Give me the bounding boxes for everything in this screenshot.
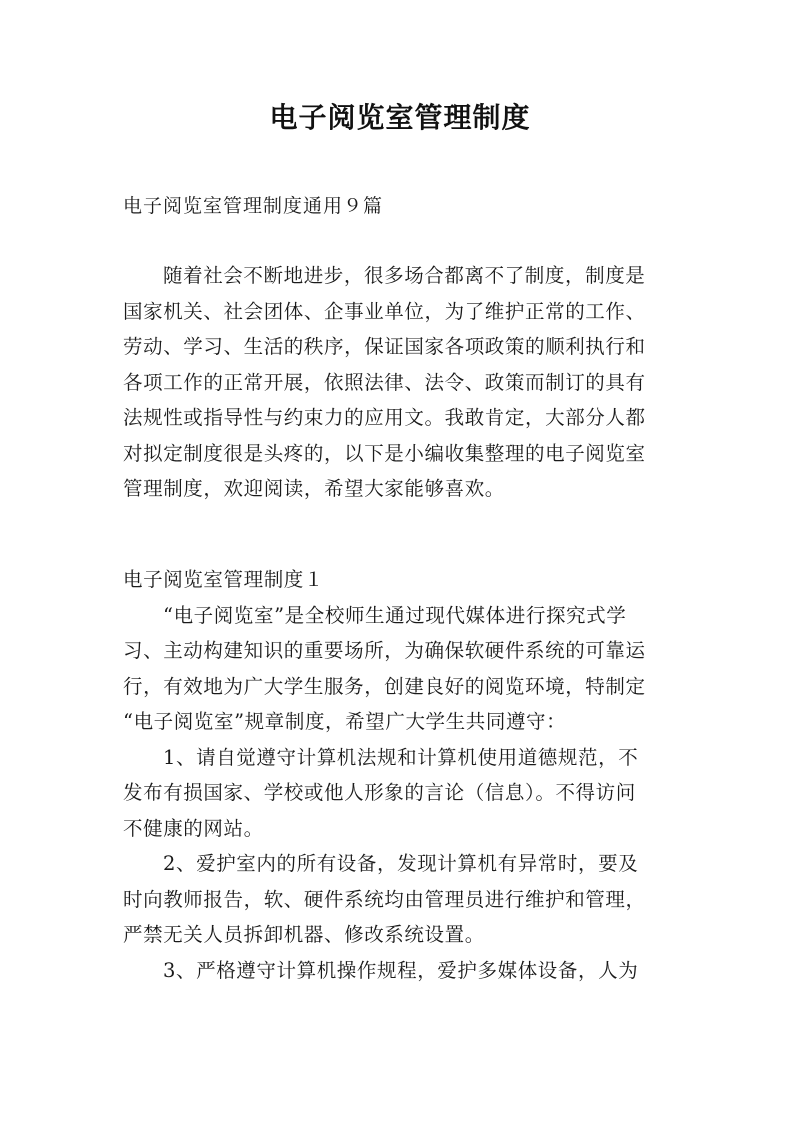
- intro-line: 管理制度，欢迎阅读，希望大家能够喜欢。: [123, 477, 505, 500]
- section-line: 发布有损国家、学校或他人形象的言论（信息）。不得访问: [123, 781, 636, 804]
- section-line: 严禁无关人员拆卸机器、修改系统设置。: [123, 923, 485, 946]
- section-line: 行，有效地为广大学生服务，创建良好的阅览环境，特制定: [123, 674, 646, 698]
- document-subtitle: 电子阅览室管理制度通用９篇: [123, 195, 384, 217]
- intro-paragraph: [123, 258, 693, 507]
- section-heading: 电子阅览室管理制度１: [123, 568, 325, 591]
- intro-line: 法规性或指导性与约束力的应用文。我敢肯定，大部分人都: [123, 406, 646, 429]
- rule-item-2: 2、爱护室内的所有设备，发现计算机有异常时，要及: [163, 852, 639, 875]
- section-1: [123, 562, 693, 988]
- intro-line: 劳动、学习、生活的秩序，保证国家各项政策的顺利执行和: [123, 335, 646, 358]
- intro-line: 各项工作的正常开展，依照法律、法令、政策而制订的具有: [123, 370, 646, 394]
- section-line: “电子阅览室”规章制度，希望广大学生共同遵守：: [123, 710, 567, 733]
- section-line: “电子阅览室”是全校师生通过现代媒体进行探究式学: [163, 603, 627, 627]
- section-line: 时向教师报告，软、硬件系统均由管理员进行维护和管理，: [123, 887, 646, 911]
- document-title: 电子阅览室管理制度: [269, 101, 531, 134]
- rule-item-1: 1、请自觉遵守计算机法规和计算机使用道德规范，不: [163, 745, 639, 769]
- intro-line: 国家机关、社会团体、企事业单位，为了维护正常的工作、: [123, 299, 646, 323]
- section-line: 习、主动构建知识的重要场所，为确保软硬件系统的可靠运: [123, 639, 646, 662]
- intro-line: 对拟定制度很是头疼的，以下是小编收集整理的电子阅览室: [123, 441, 646, 465]
- rule-item-3: 3、严格遵守计算机操作规程，爱护多媒体设备，人为: [163, 958, 639, 982]
- intro-line: 随着社会不断地进步，很多场合都离不了制度，制度是: [163, 264, 646, 287]
- section-line: 不健康的网站。: [123, 816, 264, 840]
